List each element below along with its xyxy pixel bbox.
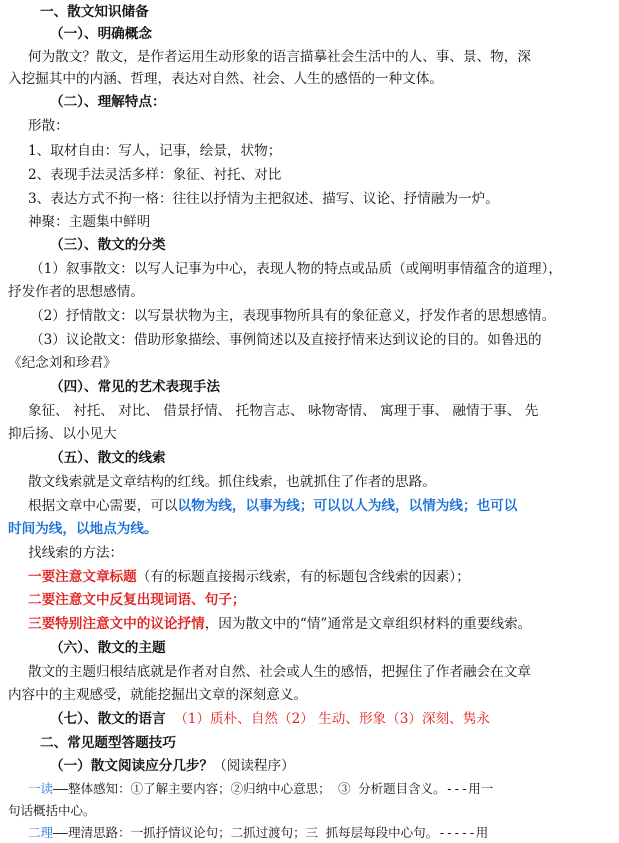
section-title-7 (50, 709, 607, 729)
heading-2: 二、常见题型答题技巧 (40, 735, 176, 751)
section-title-6: （六）、散文的主题 (50, 640, 166, 656)
highlight-span: 一要注意文章标题 (28, 569, 137, 585)
method-item-3 (28, 614, 607, 634)
step-line (28, 823, 607, 843)
section-title-1: （一）、明确概念 (50, 26, 152, 42)
paragraph-line: 找线索的方法： (28, 545, 124, 561)
paragraph-line: 3、表达方式不拘一格：往往以抒情为主把叙述、描写、议论、抒情融为一炉。 (28, 191, 499, 207)
method-item-2: 二要注意文中反复出现词语、句子； (28, 592, 246, 608)
paragraph-line: （2）抒情散文：以写景状物为主，表现事物所具有的象征意义，抒发作者的思想感情。 (30, 308, 556, 324)
heading-1: 一、散文知识储备 (40, 4, 149, 20)
paragraph-line: 象征、 衬托、 对比、 借景抒情、 托物言志、 咏物寄情、 寓理于事、 融情于事、 先 (28, 403, 539, 419)
subsection-label: （一）散文阅读应分几步？ (50, 758, 214, 774)
subsection-note: （阅读程序） (213, 758, 295, 774)
paragraph-line: 2、表现手法灵活多样：象征、衬托、对比 (28, 167, 282, 183)
section-title-4: （四）、常见的艺术表现手法 (50, 379, 220, 395)
section-title-3: （三）、散文的分类 (50, 237, 166, 253)
paragraph-line: 散文的主题归根结底就是作者对自然、社会或人生的感悟，把握住了作者融会在文章 (28, 664, 531, 680)
text-span: ，因为散文中的“情”通常是文章组织材料的重要线索。 (204, 616, 532, 632)
paragraph-line: 抑后扬、以小见大 (8, 426, 117, 442)
text-span: （有的标题直接揭示线索，有的标题包含线索的因素）； (136, 569, 470, 585)
step-label: 二理 (28, 825, 54, 840)
paragraph-line: （3）议论散文：借助形象描绘、事例简述以及直接抒情来达到议论的目的。如鲁迅的 (30, 332, 542, 348)
section-title-label: （七）、散文的语言 (50, 711, 166, 727)
paragraph-line: （1）叙事散文：以写人记事为中心，表现人物的特点或品质（或阐明事情蕴含的道理）， (30, 261, 563, 277)
language-qualities: （1）质朴、自然（2） 生动、形象（3）深刻、隽永 (174, 711, 490, 727)
step-label: 一读 (28, 781, 54, 796)
paragraph-line: 入挖掘其中的内涵、哲理，表达对自然、社会、人生的感悟的一种文体。 (8, 71, 443, 87)
paragraph-line: 内容中的主观感受，就能挖掘出文章的深刻意义。 (8, 687, 308, 703)
highlight-span: 以物为线，以事为线；可以以人为线，以情为线；也可以 (177, 498, 518, 514)
paragraph-line (28, 496, 607, 516)
method-item-1 (28, 567, 607, 587)
section-title-5: （五）、散文的线索 (50, 450, 166, 466)
step-text: ——整体感知：①了解主要内容；②归纳中心意思； ③ 分析题目含义。---用一 (53, 781, 494, 796)
subsection-title (50, 756, 607, 776)
step-line: 句话概括中心。 (8, 803, 96, 818)
highlight-span: 三要特别注意文中的议论抒情 (28, 616, 205, 632)
paragraph-line: 神聚：主题集中鲜明 (28, 214, 151, 230)
text-span: 根据文章中心需要，可以 (28, 498, 178, 514)
highlight-line: 时间为线，以地点为线。 (8, 521, 158, 537)
step-text: ——理清思路：一抓抒情议论句；二抓过渡句；三 抓每层每段中心句。-----用 (53, 825, 489, 840)
step-line (28, 779, 607, 799)
section-title-2: （二）、理解特点： (50, 94, 166, 110)
paragraph-line: 散文线索就是文章结构的红线。抓住线索，也就抓住了作者的思路。 (28, 474, 436, 490)
paragraph-line: 抒发作者的思想感情。 (8, 284, 144, 300)
paragraph-line: 1、取材自由：写人，记事，绘景，状物； (28, 143, 282, 159)
paragraph-line: 《纪念刘和珍君》 (8, 355, 117, 371)
paragraph-line: 何为散文？散文，是作者运用生动形象的语言描摹社会生活中的人、事、景、物，深 (28, 49, 531, 65)
paragraph-line: 形散： (28, 118, 69, 134)
